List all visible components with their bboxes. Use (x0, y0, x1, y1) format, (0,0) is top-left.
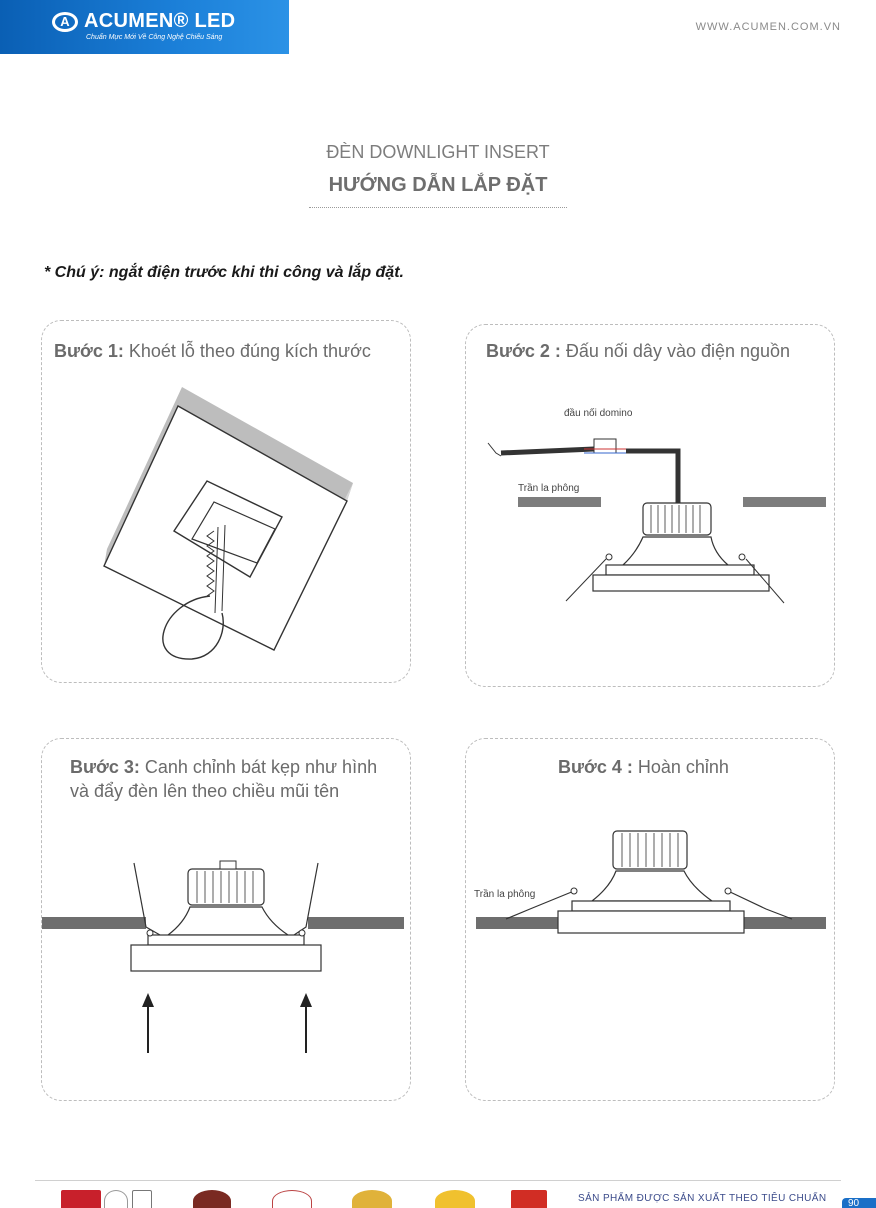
step-2-diagram (466, 325, 836, 688)
clip-screw-right (299, 930, 305, 936)
gold-medal-icon (352, 1190, 392, 1208)
push-arrow-left-head (142, 993, 154, 1007)
reflector (168, 907, 288, 935)
award-badge-icon (193, 1190, 231, 1208)
ceiling-right (743, 497, 826, 507)
page-title: HƯỚNG DẪN LẮP ĐẶT (328, 174, 548, 196)
ceiling-label: Trần la phông (474, 889, 536, 900)
footer-divider (35, 1180, 841, 1181)
step-4-diagram (466, 739, 836, 1102)
mains-wire-end (488, 443, 501, 456)
trim-ring (606, 565, 754, 575)
step-3-text-line2: và đẩy đèn lên theo chiều mũi tên (70, 781, 340, 801)
domino-connector (594, 439, 616, 453)
footer-standard-text: SẢN PHẨM ĐƯỢC SẢN XUẤT THEO TIÊU CHUẨN (578, 1193, 827, 1204)
heat-sink (613, 831, 687, 869)
quality-seal-icon (104, 1190, 128, 1208)
ce-mark-icon (132, 1190, 152, 1208)
title-divider (309, 207, 567, 208)
push-arrow-right-head (300, 993, 312, 1007)
reflector (592, 871, 712, 901)
step-2-label: Bước 2 : (486, 341, 561, 361)
step-4-label: Bước 4 : (558, 757, 633, 777)
step-3-text: Canh chỉnh bát kẹp như hình (144, 757, 378, 777)
ceiling-right (738, 917, 826, 929)
heat-sink (643, 503, 711, 535)
ceiling-left (518, 497, 601, 507)
page-subtitle: ĐÈN DOWNLIGHT INSERT (326, 142, 550, 162)
ceiling-left (476, 917, 568, 929)
iso-certificate-icon (61, 1190, 101, 1208)
shield-badge-icon (511, 1190, 547, 1208)
light-cable (626, 451, 678, 503)
gold-star-icon (435, 1190, 475, 1208)
ceiling-left (42, 917, 146, 929)
domino-connector-label: đầu nối domino (564, 408, 633, 419)
brand-name: ACUMEN® LED (84, 10, 236, 32)
page-number: 90 (842, 1198, 876, 1208)
trim-frame (593, 575, 769, 591)
clip-screw-left (571, 888, 577, 894)
trim-frame (558, 911, 744, 933)
star-award-icon (272, 1190, 312, 1208)
step-4-text: Hoàn chỉnh (637, 757, 729, 777)
ceiling-label: Trần la phông (518, 483, 580, 494)
trim-ring (572, 901, 730, 911)
clip-screw-left (606, 554, 612, 560)
step-1-card (41, 320, 411, 683)
trim-ring (148, 935, 304, 945)
clip-screw-left (147, 930, 153, 936)
step-4-card (465, 738, 835, 1101)
brand-logo[interactable] (0, 0, 289, 54)
safety-notice: * Chú ý: ngắt điện trước khi thi công và lắp đặt. (44, 264, 404, 281)
step-1-label: Bước 1: (54, 341, 124, 361)
ceiling-right (308, 917, 404, 929)
clip-screw-right (739, 554, 745, 560)
brand-tagline: Chuẩn Mực Mới Về Công Nghệ Chiếu Sáng (86, 34, 223, 41)
step-1-text: Khoét lỗ theo đúng kích thước (128, 341, 371, 361)
step-3-card (41, 738, 411, 1101)
cable-gland (220, 861, 236, 869)
step-1-diagram (42, 321, 412, 684)
step-3-label: Bước 3: (70, 757, 140, 777)
step-2-card (465, 324, 835, 687)
reflector (623, 537, 728, 565)
website-link[interactable]: WWW.ACUMEN.COM.VN (695, 21, 841, 33)
clip-screw-right (725, 888, 731, 894)
step-2-text: Đấu nối dây vào điện nguồn (565, 341, 791, 361)
trim-frame (131, 945, 321, 971)
mains-cable (501, 449, 594, 453)
acumen-logo-icon: A (52, 12, 78, 32)
step-3-diagram (42, 739, 412, 1102)
